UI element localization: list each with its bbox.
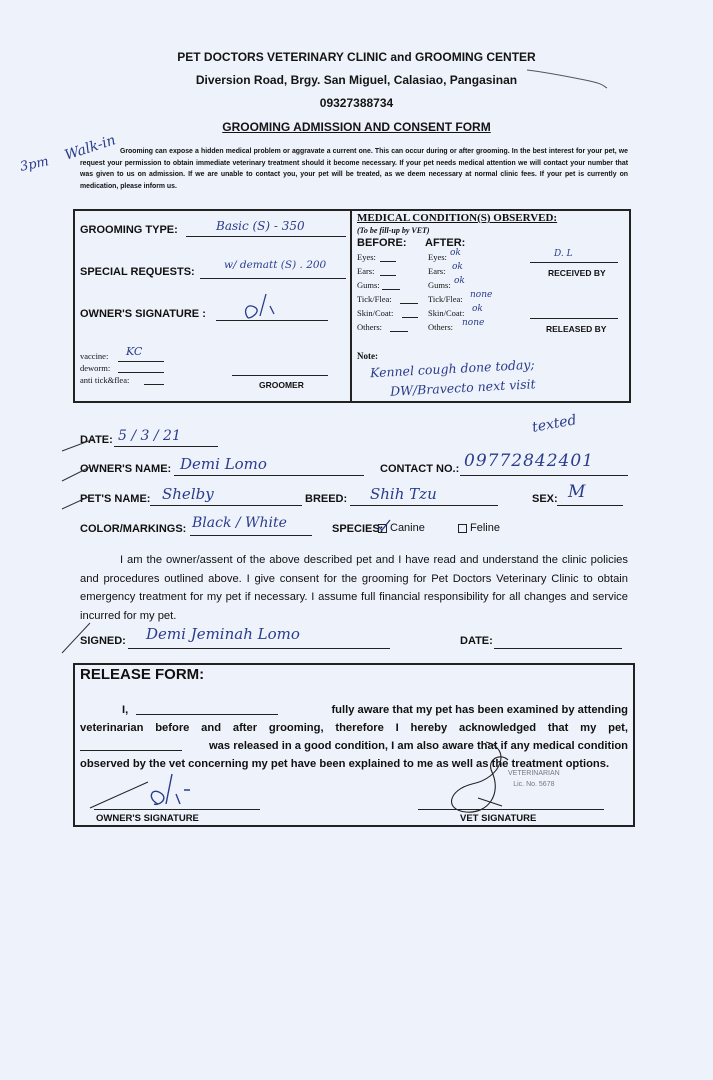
canine-label: Canine: [390, 522, 425, 534]
date-value: 5 / 3 / 21: [118, 428, 181, 444]
vet-stamp-title: VETERINARIAN: [508, 770, 560, 777]
release-owner-signature-mark: [88, 770, 268, 812]
vaccine-line: [118, 361, 164, 362]
after-label: AFTER:: [425, 237, 466, 249]
release-owner-sig-line: [94, 809, 260, 810]
before-eyes: Eyes:: [357, 252, 376, 262]
before-tickflea-line: [400, 303, 418, 304]
release-line-3-text: was released in a good condition, I am also aware that if any medical condition: [208, 740, 628, 752]
contact-value: 09772842401: [464, 451, 594, 471]
before-tickflea: Tick/Flea:: [357, 294, 392, 304]
received-by-label: RECEIVED BY: [548, 268, 606, 278]
groomer-label: GROOMER: [259, 380, 304, 390]
release-title: RELEASE FORM:: [80, 666, 205, 683]
consent-paragraph: I am the owner/assent of the above described pet and I have read and understand the clinic policies and procedures outlined above. I give consent for the grooming for Pet Doctors Veterinary Clinic to obtain emergency treatment for my pet if necessary. I assume full financial responsibility for all changes and service incurred for my pet.: [80, 554, 628, 622]
received-by-line: [530, 262, 618, 263]
after-others-value: none: [462, 318, 485, 328]
deworm-label: deworm:: [80, 363, 111, 373]
release-pet-line: [80, 737, 182, 751]
species-label: SPECIES:: [332, 523, 384, 535]
form-title: GROOMING ADMISSION AND CONSENT FORM: [222, 120, 491, 134]
margin-walk-in-note: Walk-in: [62, 132, 118, 164]
intro-paragraph: Grooming can expose a hidden medical problem or aggravate a current one. This can occur during or after grooming. In the best interest for your pet, we request your permission to obtain immediate veterinary treatment should it become necessary. If your pet needs medical attention we will contact your number that was given to us on admission. If we are unable to contact you, your pet will be treated, as we deem necessary at normal clinic fees. If your pet is currently on medication, please inform us.: [80, 148, 628, 190]
after-gums: Gums:: [428, 280, 451, 290]
before-skincoat: Skin/Coat:: [357, 308, 394, 318]
released-by-label: RELEASED BY: [546, 324, 607, 334]
before-ears: Ears:: [357, 266, 375, 276]
color-label: COLOR/MARKINGS:: [80, 523, 187, 535]
after-tickflea: Tick/Flea:: [428, 294, 463, 304]
margin-pen-marks: [60, 415, 100, 655]
canine-checkbox[interactable]: [378, 524, 387, 533]
special-requests-line: [200, 278, 346, 279]
after-skincoat: Skin/Coat:: [428, 308, 465, 318]
canine-option[interactable]: [378, 522, 425, 534]
release-paragraph: [80, 701, 628, 773]
after-eyes-value: ok: [450, 248, 461, 258]
owner-name-line: [174, 475, 364, 476]
vaccine-label: vaccine:: [80, 351, 109, 361]
release-name-line: [136, 701, 278, 715]
signed-value: Demi Jeminah Lomo: [146, 625, 300, 643]
vaccine-value: KC: [126, 345, 143, 358]
release-line-1: [80, 701, 628, 719]
owner-signature-label: OWNER'S SIGNATURE :: [80, 308, 206, 320]
owner-name-value: Demi Lomo: [180, 455, 267, 473]
released-by-line: [530, 318, 618, 319]
date-line: [114, 446, 218, 447]
grooming-type-label: GROOMING TYPE:: [80, 224, 178, 236]
before-others-line: [390, 331, 408, 332]
after-others: Others:: [428, 322, 454, 332]
antitick-line: [144, 384, 164, 385]
release-line-2: veterinarian before and after grooming, therefore I hereby acknowledged that my pet,: [80, 722, 628, 734]
color-value: Black / White: [192, 515, 287, 531]
release-line-3: [80, 737, 628, 755]
grooming-box: [73, 209, 631, 403]
breed-value: Shih Tzu: [370, 485, 437, 503]
signed-label: SIGNED:: [80, 635, 126, 647]
pet-name-line: [150, 505, 302, 506]
texted-note: texted: [530, 412, 578, 436]
pet-name-value: Shelby: [162, 485, 214, 503]
breed-line: [350, 505, 498, 506]
breed-label: BREED:: [305, 493, 348, 505]
owner-name-label: OWNER'S NAME:: [80, 463, 172, 475]
clinic-phone: 09327388734: [319, 96, 394, 110]
release-line-1-text: fully aware that my pet has been examined by attending: [331, 704, 628, 716]
header-scribble: [525, 62, 610, 92]
pet-name-label: PET'S NAME:: [80, 493, 151, 505]
note-line-1: Kennel cough done today;: [369, 356, 535, 381]
contact-line: [460, 475, 628, 476]
contact-label: CONTACT NO.:: [380, 463, 460, 475]
vet-sig-label: VET SIGNATURE: [460, 813, 537, 824]
after-ears: Ears:: [428, 266, 446, 276]
received-by-value: D. L: [554, 249, 573, 259]
before-gums-line: [382, 289, 400, 290]
release-i-label: I,: [122, 704, 129, 716]
release-owner-sig-label: OWNER'S SIGNATURE: [96, 813, 199, 824]
before-eyes-line: [380, 261, 396, 262]
antitick-label: anti tick&flea:: [80, 375, 130, 385]
after-eyes: Eyes:: [428, 252, 447, 262]
after-ears-value: ok: [452, 262, 463, 272]
color-line: [190, 535, 312, 536]
date-label: DATE:: [80, 434, 113, 446]
clinic-name: PET DOCTORS VETERINARY CLINIC and GROOMING CENTER: [177, 50, 536, 64]
before-others: Others:: [357, 322, 383, 332]
owner-signature-mark: [240, 292, 280, 322]
before-gums: Gums:: [357, 280, 380, 290]
special-requests-value: w/ dematt (S) . 200: [224, 259, 327, 271]
sex-value: M: [568, 482, 586, 502]
clinic-address: Diversion Road, Brgy. San Miguel, Calasiao, Pangasinan: [195, 73, 518, 87]
after-tickflea-value: none: [470, 290, 493, 300]
medical-subtitle: (To be fill-up by VET): [357, 226, 430, 235]
grooming-type-line: [186, 236, 346, 237]
feline-label: Feline: [470, 522, 500, 534]
sex-line: [557, 505, 623, 506]
grooming-type-value: Basic (S) - 350: [216, 219, 305, 233]
special-requests-label: SPECIAL REQUESTS:: [80, 266, 195, 278]
note-line-2: DW/Bravecto next visit: [389, 376, 536, 399]
groomer-line: [232, 375, 328, 376]
box-divider: [350, 209, 352, 403]
note-label: Note:: [357, 351, 378, 361]
before-ears-line: [380, 275, 396, 276]
medical-title: MEDICAL CONDITION(S) OBSERVED:: [357, 212, 558, 224]
release-line-4: observed by the vet concerning my pet have been explained to me as well as the treatment options.: [80, 758, 610, 770]
vet-signature-mark: [442, 738, 532, 818]
signed-date-line: [494, 648, 622, 649]
margin-time-note: 3pm: [18, 154, 51, 175]
feline-checkbox[interactable]: [458, 524, 467, 533]
signed-line: [128, 648, 390, 649]
before-label: BEFORE:: [357, 237, 407, 249]
feline-option[interactable]: [458, 522, 500, 534]
signed-date-label: DATE:: [460, 635, 493, 647]
vet-stamp-license: Lic. No. 5678: [513, 781, 555, 788]
sex-label: SEX:: [532, 493, 558, 505]
vet-sig-line: [418, 809, 604, 810]
after-skincoat-value: ok: [472, 304, 483, 314]
deworm-line: [118, 372, 164, 373]
before-skincoat-line: [402, 317, 418, 318]
after-gums-value: ok: [454, 276, 465, 286]
